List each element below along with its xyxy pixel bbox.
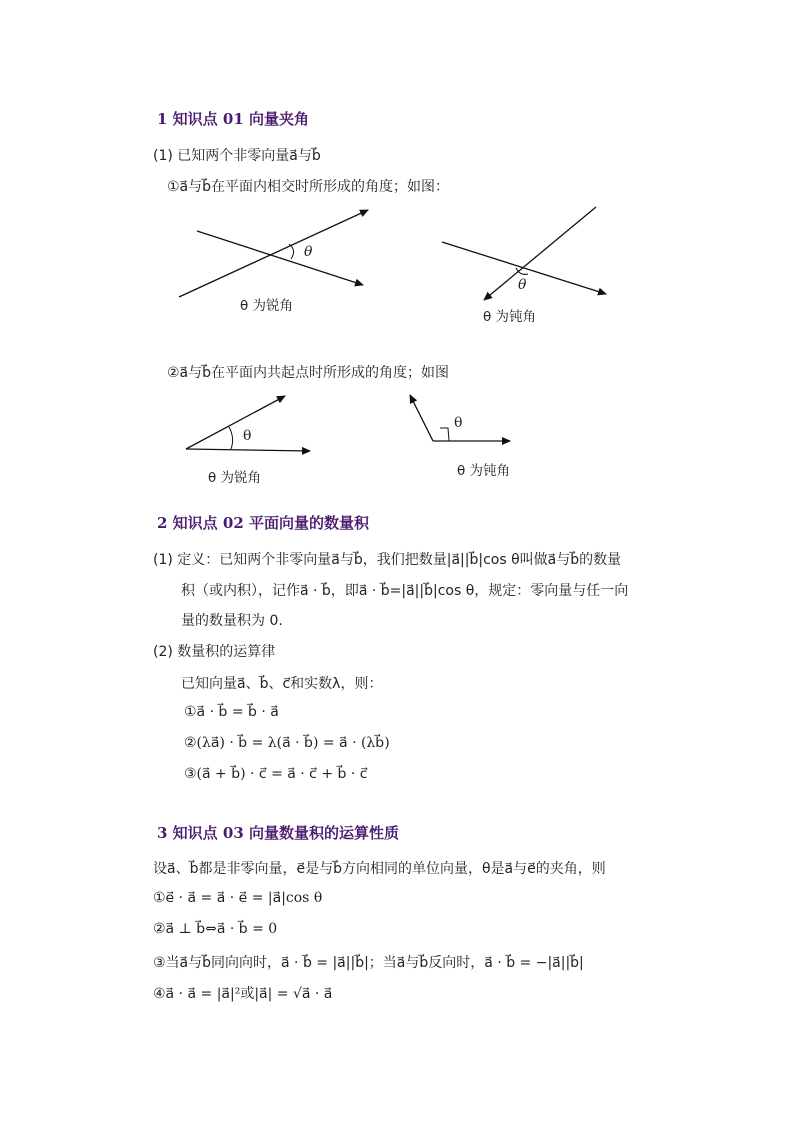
theta-label-1: θ <box>304 244 313 260</box>
theta-label-4: θ <box>454 415 463 431</box>
obtuse-caption-2: θ 为钝角 <box>457 463 511 479</box>
section3-intro: 设a⃗、b⃗都是非零向量，e⃗是与b⃗方向相同的单位向量，θ是a⃗与e⃗的夹角，则 <box>153 861 606 877</box>
acute-caption-2: θ 为锐角 <box>208 470 262 486</box>
law-commutative: ①a⃗ · b⃗ = b⃗ · a⃗ <box>184 704 279 720</box>
section3-heading: 3 知识点 03 向量数量积的运算性质 <box>157 824 399 842</box>
section1-heading: 1 知识点 01 向量夹角 <box>157 110 309 128</box>
property-2: ②a⃗ ⊥ b⃗⇔a⃗ · b⃗ = 0 <box>153 921 278 937</box>
property-4: ④a⃗ · a⃗ = |a⃗|²或|a⃗| = √a⃗ · a⃗ <box>153 986 333 1002</box>
section1-case1: ①a⃗与b⃗在平面内相交时所形成的角度；如图： <box>167 179 450 195</box>
section1-item1: (1) 已知两个非零向量a⃗与b⃗ <box>153 148 321 164</box>
property-3: ③当a⃗与b⃗同向向时，a⃗ · b⃗ = |a⃗||b⃗|；当a⃗与b⃗反向时，a⃗ · b⃗ = −|a⃗||b⃗| <box>153 955 584 971</box>
acute-caption-1: θ 为锐角 <box>240 298 294 314</box>
law-scalar: ②(λa⃗) · b⃗ = λ(a⃗ · b⃗) = a⃗ · (λb⃗) <box>184 735 390 751</box>
section1-case2: ②a⃗与b⃗在平面内共起点时所形成的角度；如图 <box>167 365 450 381</box>
section2-heading: 2 知识点 02 平面向量的数量积 <box>157 514 369 532</box>
theta-label-3: θ <box>243 428 252 444</box>
law-distributive: ③(a⃗ + b⃗) · c⃗ = a⃗ · c⃗ + b⃗ · c⃗ <box>184 766 368 782</box>
section2-item2: (2) 数量积的运算律 <box>153 644 276 660</box>
section2-def-line2: 积（或内积），记作a⃗ · b⃗，即a⃗ · b⃗=|a⃗||b⃗|cos θ，规定：零向量与任一向 <box>181 583 629 599</box>
theta-label-2: θ <box>518 277 527 293</box>
section2-def-line1: (1) 定义：已知两个非零向量a⃗与b⃗，我们把数量|a⃗||b⃗|cos θ叫做a⃗与b⃗的数量 <box>153 552 622 568</box>
section2-laws-intro: 已知向量a⃗、b⃗、c⃗和实数λ，则： <box>181 676 383 692</box>
obtuse-caption-1: θ 为钝角 <box>483 309 537 325</box>
section2-def-line3: 量的数量积为 0. <box>181 613 283 629</box>
property-1: ①e⃗ · a⃗ = a⃗ · e⃗ = |a⃗|cos θ <box>153 890 323 906</box>
